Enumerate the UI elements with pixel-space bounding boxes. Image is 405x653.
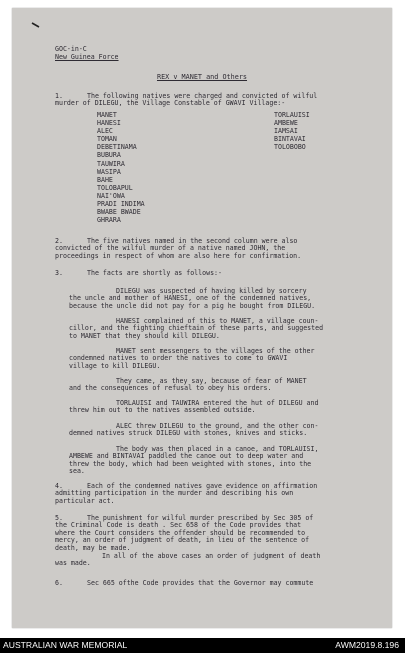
native-name: BAHE xyxy=(97,175,113,184)
native-name: MANET xyxy=(97,111,117,119)
native-name: BWABE BWADE xyxy=(97,208,141,217)
para-1-number: 1. xyxy=(55,92,63,100)
names-column-1 xyxy=(97,111,145,224)
native-name: BINTAVAI xyxy=(274,135,306,144)
native-name: GHRARA xyxy=(97,216,121,225)
para-4-text: Each of the condemned natives gave evidence on affirmation admitting participation in the murder and describing his own particular act. xyxy=(55,482,318,505)
ref-line-1: GOC-in-C xyxy=(55,45,87,53)
fact-2: HANESI complained of this to MANET, a village coun- cillor, and the fighting chieftain of these parts, and suggested to MANET that they should kill DILEGU. xyxy=(69,317,324,340)
native-name: TOLOBAPUL xyxy=(97,183,133,192)
names-column-2 xyxy=(274,111,310,151)
fact-1: DILEGU was suspected of having killed by sorcery the uncle and mother of HANESI, one of the condemned natives, because the uncle did not pay for a pig he bought from DILEGU. xyxy=(69,287,316,310)
para-6-number: 6. xyxy=(55,579,63,587)
native-name: BUBURA xyxy=(97,151,121,160)
native-name: IAMSAI xyxy=(274,127,298,136)
native-name: PRADI INDIMA xyxy=(97,200,145,209)
native-name: TAUWIRA xyxy=(97,159,125,168)
para-6-text: Sec 665 ofthe Code provides that the Governor may commute xyxy=(87,579,314,587)
para-2-number: 2. xyxy=(55,237,63,245)
fact-3: MANET sent messengers to the villages of the other condemned natives to order the natives to come to GWAVI village to kill DILEGU. xyxy=(69,347,315,370)
footer-institution: AUSTRALIAN WAR MEMORIAL xyxy=(3,640,128,650)
para-3-text: The facts are shortly as follows:- xyxy=(87,269,222,277)
para-1-text: The following natives were charged and convicted of wilful murder of DILEGU, the Village Constable of GWAVI Village:- xyxy=(55,92,318,108)
fact-5: TORLAUISI and TAUWIRA entered the hut of DILEGU and threw him out to the natives assembled outside. xyxy=(69,399,319,415)
staple-mark xyxy=(31,22,41,28)
memorial-footer-bar xyxy=(0,638,405,653)
native-name: ALEC xyxy=(97,127,113,136)
native-name: HANESI xyxy=(97,119,121,128)
native-name: WASIPA xyxy=(97,167,121,176)
native-name: DEBETINAMA xyxy=(97,143,137,152)
fact-6: ALEC threw DILEGU to the ground, and the other con- demned natives struck DILEGU with stones, knives and sticks. xyxy=(69,422,319,438)
native-name: TOMAN xyxy=(97,135,117,144)
para-4-number: 4. xyxy=(55,482,63,490)
doc-title: REX v MANET and Others xyxy=(156,73,248,81)
footer-accession-number: AWM2019.8.196 xyxy=(335,640,399,650)
native-name: NAI'OWA xyxy=(97,191,125,200)
native-name: TOLOBOBO xyxy=(274,143,306,152)
para-2-text: The five natives named in the second column were also convicted of the wilful murder of a native named JOHN, the proceedings in respect of whom are also here for confirmation. xyxy=(55,237,302,260)
native-name: TORLAUISI xyxy=(274,111,310,119)
para-5-number: 5. xyxy=(55,514,63,522)
para-3-number: 3. xyxy=(55,269,63,277)
document-page xyxy=(12,8,392,628)
para-5-text: The punishment for wilful murder prescribed by Sec 305 of the Criminal Code is death . Sec 658 of the Code provides that where the Court considers the offender should be recommended to mercy, an order of judgment of death, in lieu of the sentence of death, may be made. xyxy=(55,514,314,552)
fact-4: They came, as they say, because of fear of MANET and the consequences of refusal to obey his orders. xyxy=(69,377,307,393)
fact-7: The body was then placed in a canoe, and TORLAUISI, AMBEWE and BINTAVAI paddled the canoe out to deep water and threw the body, which had been weighted with stones, into the sea. xyxy=(69,445,319,476)
para-5-continued: In all of the above cases an order of judgment of death was made. xyxy=(55,552,321,568)
native-name: AMBEWE xyxy=(274,119,298,128)
ref-line-2: New Guinea Force xyxy=(55,53,119,61)
